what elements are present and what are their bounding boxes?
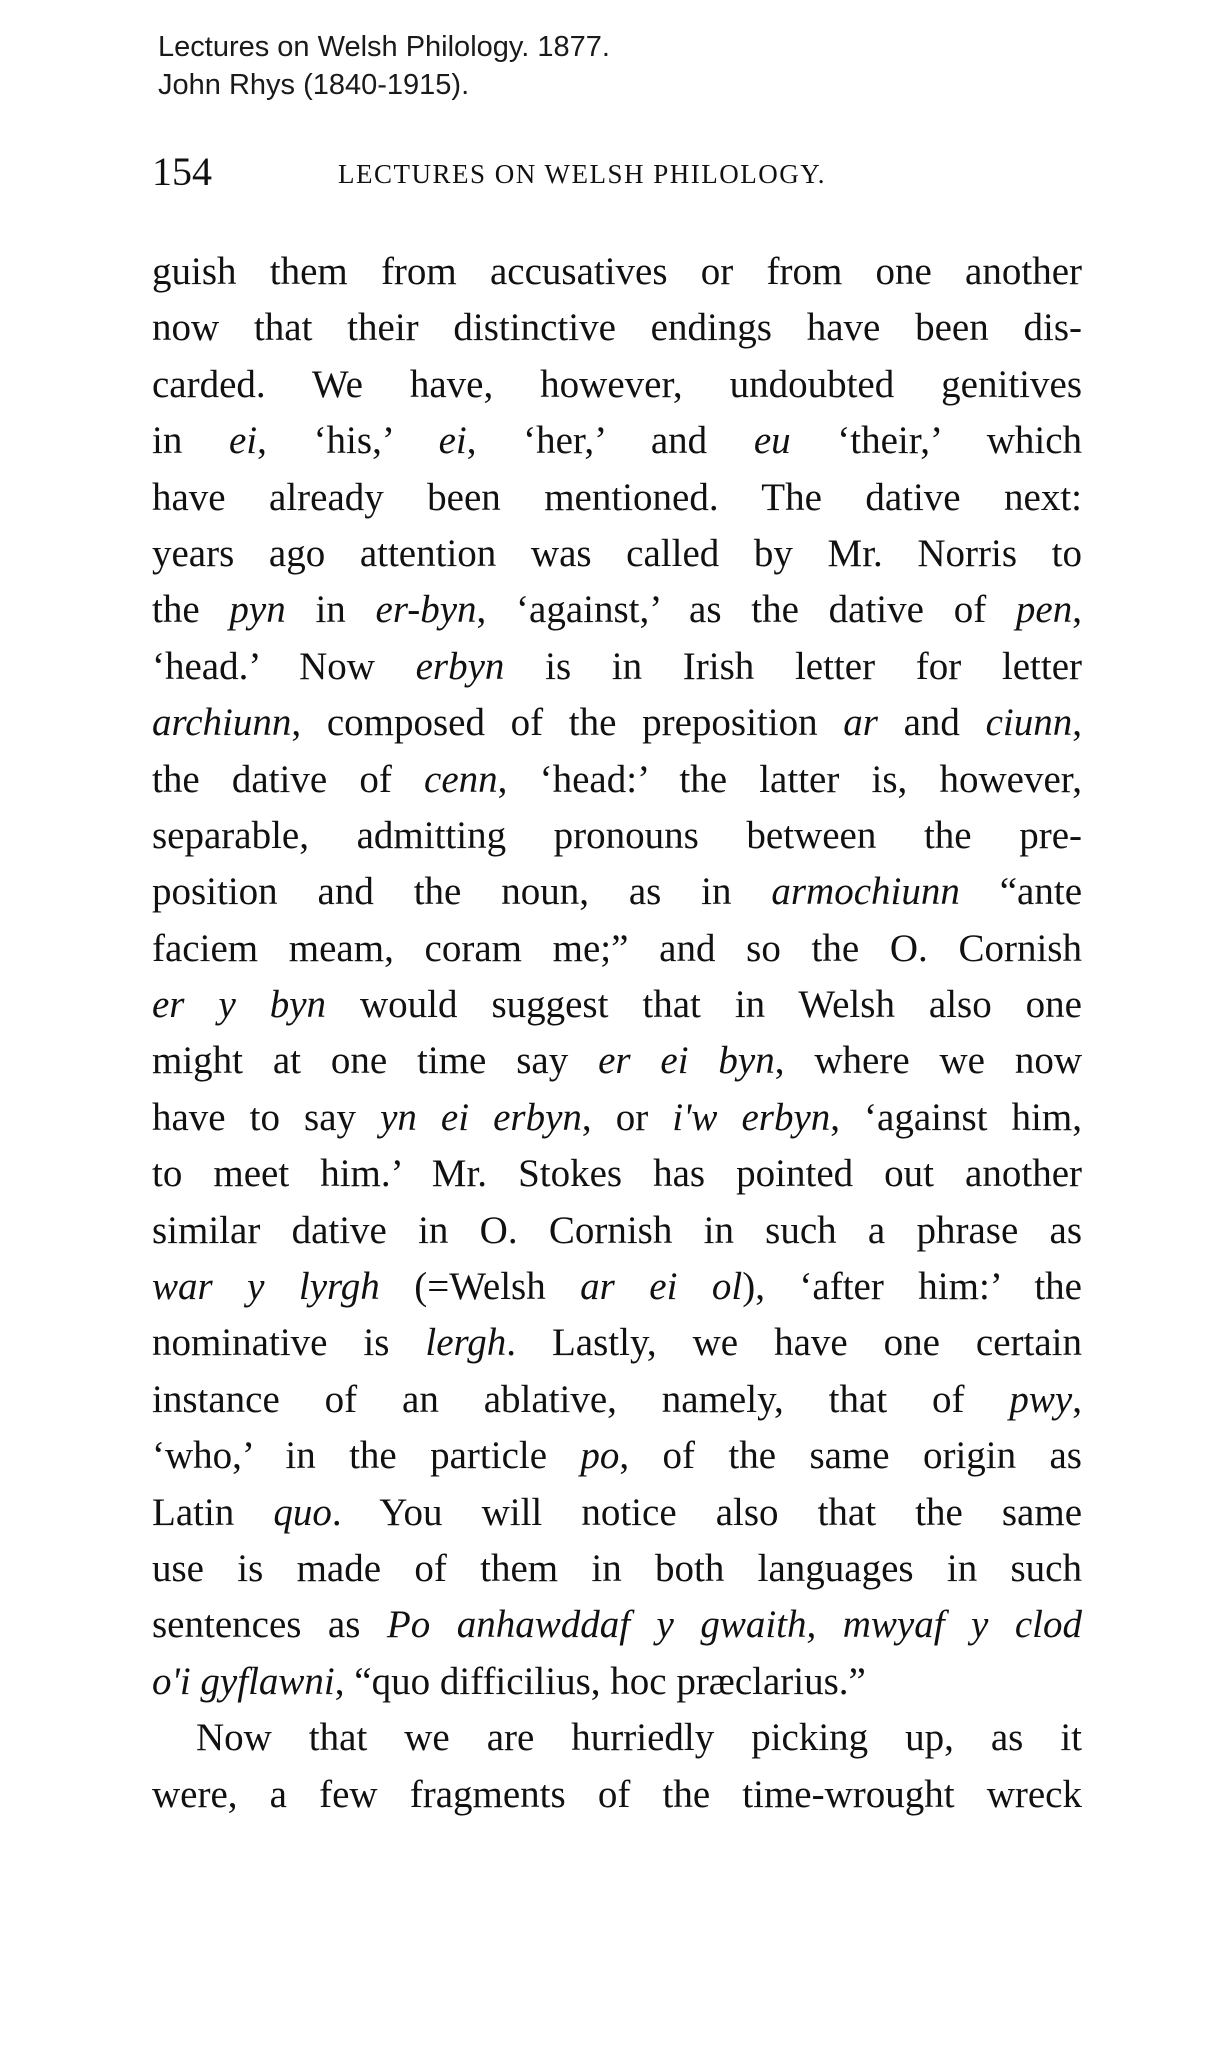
- text-run: , ‘her,’ and: [466, 419, 754, 463]
- text-run: have to say: [152, 1095, 381, 1139]
- italic-term: ar ei ol: [580, 1265, 743, 1309]
- text-run: separable, admitting pronouns between the pre-: [152, 813, 1082, 857]
- text-run: similar dative in O. Cornish in such a phrase as: [152, 1208, 1082, 1252]
- text-line: [152, 1485, 1082, 1541]
- page-number: 154: [152, 149, 212, 194]
- text-run: position and the noun, as in: [152, 870, 772, 914]
- text-run: nominative is: [152, 1321, 426, 1365]
- text-run: Latin: [152, 1490, 274, 1534]
- text-run: , of the same origin as: [619, 1434, 1082, 1478]
- text-run: guish them from accusatives or from one another: [152, 250, 1082, 293]
- text-run: carded. We have, however, undoubted genitives: [152, 362, 1082, 406]
- text-run: . You will notice also that the same: [331, 1490, 1083, 1534]
- citation-author: John Rhys (1840-1915).: [158, 69, 470, 101]
- text-run: ,: [1072, 701, 1082, 745]
- text-line: [152, 1654, 1082, 1710]
- italic-term: Po anhawddaf y gwaith, mwyaf y clod: [386, 1603, 1082, 1647]
- text-run: , ‘head:’ the latter is, however,: [497, 757, 1082, 801]
- text-line: [152, 1428, 1082, 1484]
- italic-term: erbyn: [415, 644, 505, 688]
- text-run: would suggest that in Welsh also one: [326, 983, 1082, 1027]
- text-line: [152, 300, 1082, 356]
- italic-term: er y byn: [152, 983, 327, 1027]
- text-run: ‘their,’ which: [790, 419, 1082, 463]
- italic-term: lergh: [425, 1321, 507, 1365]
- italic-term: pen: [1015, 588, 1073, 632]
- text-run: use is made of them in both languages in such: [152, 1546, 1082, 1590]
- text-line: [152, 357, 1082, 413]
- citation-title: Lectures on Welsh Philology. 1877.: [158, 31, 610, 63]
- italic-term: war y lyrgh: [152, 1265, 380, 1309]
- italic-term: po: [580, 1434, 620, 1478]
- italic-term: eu: [753, 419, 791, 463]
- italic-term: er-byn: [375, 588, 477, 632]
- text-run: the: [152, 588, 230, 632]
- running-title: LECTURES ON WELSH PHILOLOGY.: [338, 159, 827, 189]
- text-line: [152, 1090, 1082, 1146]
- text-line: [152, 1033, 1082, 1089]
- text-run: “ante: [959, 870, 1082, 914]
- text-run: have already been mentioned. The dative next:: [152, 475, 1082, 519]
- text-run: in: [285, 588, 376, 632]
- text-line: [152, 582, 1082, 638]
- text-run: ,: [1072, 1377, 1082, 1421]
- text-run: now that their distinctive endings have been dis-: [152, 306, 1082, 350]
- text-line: [152, 1541, 1082, 1597]
- text-line: [152, 1203, 1082, 1259]
- running-head: [152, 148, 1082, 198]
- italic-term: o'i gyflawni: [152, 1659, 335, 1703]
- text-run: instance of an ablative, namely, that of: [152, 1377, 1010, 1421]
- text-line: [152, 1767, 1082, 1823]
- text-line: [152, 244, 1082, 300]
- text-run: is in Irish letter for letter: [504, 644, 1082, 688]
- text-run: . Lastly, we have one certain: [506, 1321, 1082, 1365]
- italic-term: er ei byn: [598, 1039, 775, 1083]
- text-run: ‘head.’ Now: [152, 644, 416, 688]
- text-run: faciem meam, coram me;” and so the O. Cornish: [152, 926, 1082, 970]
- text-line: [152, 526, 1082, 582]
- text-run: might at one time say: [152, 1039, 599, 1083]
- italic-term: archiunn: [152, 701, 292, 745]
- text-line: [152, 977, 1082, 1033]
- text-line: [152, 752, 1082, 808]
- text-line: [152, 1710, 1082, 1766]
- text-run: , or: [581, 1095, 673, 1139]
- text-line: [152, 1259, 1082, 1315]
- text-run: Now that we are hurriedly picking up, as it: [196, 1716, 1082, 1760]
- text-line: [152, 864, 1082, 920]
- text-line: [152, 639, 1082, 695]
- text-run: years ago attention was called by Mr. Norris to: [152, 531, 1082, 575]
- body-text: [152, 244, 1082, 1823]
- text-run: sentences as: [152, 1603, 387, 1647]
- text-line: [152, 1146, 1082, 1202]
- text-run: ,: [1072, 588, 1082, 632]
- text-line: [152, 1597, 1082, 1653]
- italic-term: quo: [273, 1490, 332, 1534]
- text-run: , ‘against him,: [830, 1095, 1082, 1139]
- italic-term: armochiunn: [771, 870, 960, 914]
- citation-note: [158, 28, 610, 104]
- text-line: [152, 695, 1082, 751]
- text-run: (=Welsh: [379, 1265, 581, 1309]
- italic-term: i'w erbyn: [672, 1095, 831, 1139]
- italic-term: ciunn: [985, 701, 1073, 745]
- text-line: [152, 1372, 1082, 1428]
- italic-term: ar: [843, 701, 878, 745]
- text-run: , ‘his,’: [257, 419, 439, 463]
- text-line: [152, 921, 1082, 977]
- text-run: ), ‘after him:’ the: [742, 1265, 1082, 1309]
- text-run: ‘who,’ in the particle: [152, 1434, 581, 1478]
- text-run: , ‘against,’ as the dative of: [476, 588, 1016, 632]
- italic-term: pyn: [229, 588, 286, 632]
- text-run: the dative of: [152, 757, 425, 801]
- text-line: [152, 470, 1082, 526]
- italic-term: ei: [229, 419, 258, 463]
- italic-term: cenn: [424, 757, 498, 801]
- text-run: to meet him.’ Mr. Stokes has pointed out another: [152, 1152, 1082, 1196]
- text-run: in: [152, 419, 229, 463]
- text-run: and: [877, 701, 986, 745]
- text-run: , composed of the preposition: [291, 701, 844, 745]
- italic-term: pwy: [1009, 1377, 1073, 1421]
- text-run: , “quo difficilius, hoc præclarius.”: [334, 1659, 866, 1703]
- text-line: [152, 413, 1082, 469]
- italic-term: yn ei erbyn: [380, 1095, 582, 1139]
- text-line: [152, 1315, 1082, 1371]
- italic-term: ei: [438, 419, 467, 463]
- text-run: were, a few fragments of the time-wrought wreck: [152, 1772, 1082, 1816]
- text-line: [152, 808, 1082, 864]
- text-run: , where we now: [774, 1039, 1082, 1083]
